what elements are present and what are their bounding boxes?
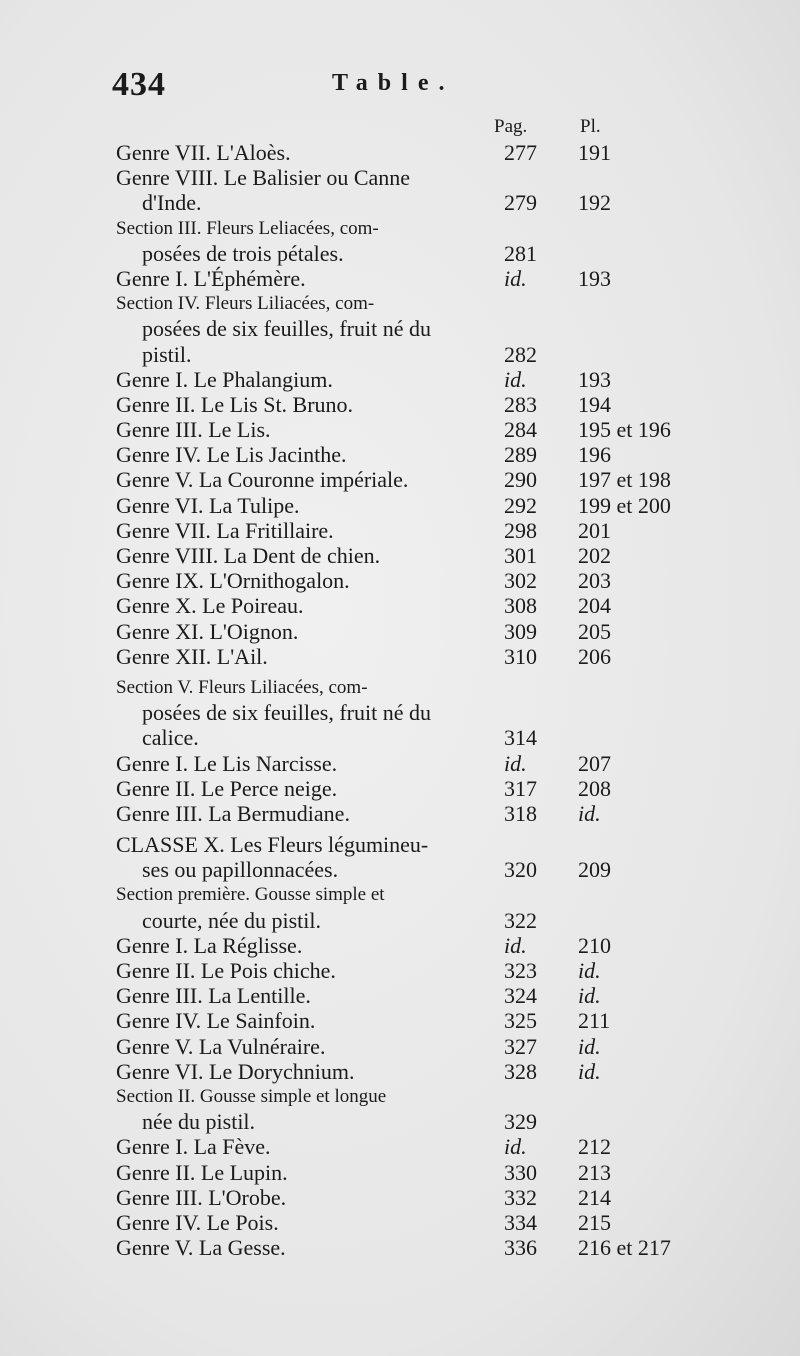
toc-entry: [116, 1109, 796, 1134]
toc-entry-text: Genre VII. La Fritillaire.: [116, 517, 334, 543]
toc-entry: [116, 342, 796, 367]
toc-entry-text: Section III. Fleurs Leliacées, com-: [116, 217, 379, 239]
toc-entry-plate: 204: [578, 593, 611, 619]
toc-entry-plate: 214: [578, 1184, 611, 1210]
toc-entry: [116, 367, 796, 392]
toc-entry-plate: 206: [578, 643, 611, 669]
toc-entry-text: courte, née du pistil.: [142, 907, 322, 933]
toc-entry-page: id.: [504, 932, 527, 958]
toc-entry-plate: 199 et 200: [578, 492, 671, 518]
toc-entry: [116, 1235, 796, 1260]
toc-entry-text: Genre IV. Le Lis Jacinthe.: [116, 442, 347, 468]
toc-entry: [116, 518, 796, 543]
toc-entry-page: 283: [504, 391, 537, 417]
toc-entry-text: Genre I. Le Phalangium.: [116, 366, 333, 392]
toc-entry-page: 277: [504, 140, 537, 165]
toc-entry: [116, 467, 796, 492]
toc-entry-plate: 213: [578, 1159, 611, 1185]
toc-entry-plate: 193: [578, 366, 611, 392]
toc-entry-text: Genre X. Le Poireau.: [116, 593, 304, 619]
toc-entry: [116, 190, 796, 215]
toc-entry-text: Genre XII. L'Ail.: [116, 643, 268, 669]
toc-entry-text: Genre XI. L'Oignon.: [116, 618, 299, 644]
toc-entry-page: 327: [504, 1033, 537, 1059]
toc-entry-page: 336: [504, 1235, 537, 1261]
toc-entry: [116, 266, 796, 291]
toc-entry: [116, 725, 796, 750]
toc-entry-text: Genre II. Le Lupin.: [116, 1159, 288, 1185]
toc-entry-page: 301: [504, 543, 537, 568]
toc-entry: [116, 417, 796, 442]
toc-entry: [116, 908, 796, 933]
toc-entry-plate: 205: [578, 618, 611, 644]
toc-entry-plate: 201: [578, 517, 611, 543]
page-number: 434: [112, 66, 166, 103]
toc-entry-page: 323: [504, 958, 537, 983]
toc-entry-text: Genre I. Le Lis Narcisse.: [116, 750, 338, 776]
toc-entry-plate: 195 et 196: [578, 417, 671, 443]
toc-entry: [116, 291, 796, 316]
toc-entry: [116, 857, 796, 882]
toc-entry-plate: 216 et 217: [578, 1235, 671, 1261]
toc-entry-page: id.: [504, 265, 527, 291]
toc-entry: [116, 644, 796, 669]
toc-entry: [116, 1008, 796, 1033]
toc-entry-text: née du pistil.: [142, 1109, 256, 1135]
toc-entry-page: 325: [504, 1008, 537, 1034]
toc-entry: [116, 140, 796, 165]
toc-entry: [116, 316, 796, 341]
toc-entry: [116, 1084, 796, 1109]
toc-entry-text: Genre II. Le Perce neige.: [116, 775, 338, 801]
toc-entry-text: posées de six feuilles, fruit né du: [142, 700, 431, 726]
toc-entry-text: Section IV. Fleurs Liliacées, com-: [116, 293, 375, 315]
toc-entry-page: 290: [504, 467, 537, 493]
toc-entry: [116, 241, 796, 266]
toc-entry-page: 320: [504, 857, 537, 883]
toc-entry-text: Genre III. L'Orobe.: [116, 1184, 287, 1210]
toc-entry-page: id.: [504, 366, 527, 392]
column-header-pag: Pag.: [494, 116, 528, 137]
toc-entry-text: Genre V. La Vulnéraire.: [116, 1033, 326, 1059]
toc-entry-plate: 202: [578, 543, 611, 568]
toc-entry-plate: 194: [578, 391, 611, 417]
toc-entry-page: 314: [504, 725, 537, 751]
toc-entry-page: id.: [504, 750, 527, 776]
toc-entry-plate: 208: [578, 775, 611, 801]
toc-entry-plate: id.: [578, 983, 601, 1009]
toc-entry-plate: 211: [578, 1008, 611, 1034]
toc-entry-page: 292: [504, 492, 537, 518]
toc-entry-text: Section II. Gousse simple et longue: [116, 1085, 387, 1107]
toc-entry-page: 310: [504, 643, 537, 669]
toc-entry-plate: 212: [578, 1134, 611, 1160]
toc-entry: [116, 165, 796, 190]
toc-entry-page: 279: [504, 190, 537, 216]
toc-entry-page: 281: [504, 240, 537, 266]
toc-entry-plate: 209: [578, 857, 611, 883]
toc-entry: [116, 1185, 796, 1210]
toc-entry: [116, 543, 796, 568]
table-of-contents: [116, 140, 796, 1260]
toc-entry: [116, 882, 796, 907]
toc-entry-text: pistil.: [142, 341, 192, 367]
toc-entry: [116, 1034, 796, 1059]
toc-entry: [116, 983, 796, 1008]
toc-entry-plate: 210: [578, 932, 611, 958]
toc-entry: [116, 1059, 796, 1084]
toc-entry: [116, 958, 796, 983]
toc-entry: [116, 216, 796, 241]
toc-entry-page: 289: [504, 442, 537, 468]
toc-entry-plate: 193: [578, 265, 611, 291]
toc-entry-plate: 197 et 198: [578, 467, 671, 493]
toc-entry-page: 329: [504, 1109, 537, 1135]
toc-entry-plate: 203: [578, 568, 611, 594]
toc-entry-text: Genre VI. Le Dorychnium.: [116, 1058, 355, 1084]
running-title: Table.: [332, 70, 455, 96]
toc-entry-plate: id.: [578, 1058, 601, 1084]
toc-entry: [116, 1160, 796, 1185]
toc-entry-text: Genre II. Le Lis St. Bruno.: [116, 391, 354, 417]
toc-entry-plate: 207: [578, 750, 611, 776]
toc-entry-text: Section première. Gousse simple et: [116, 884, 385, 906]
toc-entry: [116, 1134, 796, 1159]
toc-entry-page: 318: [504, 800, 537, 826]
toc-entry-page: 298: [504, 517, 537, 543]
toc-entry: [116, 751, 796, 776]
toc-entry: [116, 493, 796, 518]
page-header: [112, 66, 512, 106]
toc-entry-text: Genre VII. L'Aloès.: [116, 140, 291, 165]
toc-entry-text: posées de six feuilles, fruit né du: [142, 316, 431, 342]
toc-entry-text: Genre III. La Lentille.: [116, 983, 311, 1009]
toc-entry: [116, 933, 796, 958]
toc-entry-text: Section V. Fleurs Liliacées, com-: [116, 676, 368, 698]
toc-entry: [116, 568, 796, 593]
toc-entry: [116, 700, 796, 725]
toc-entry-page: 309: [504, 618, 537, 644]
toc-entry-plate: id.: [578, 800, 601, 826]
toc-entry-plate: id.: [578, 958, 601, 983]
toc-entry: [116, 776, 796, 801]
toc-entry-text: Genre III. Le Lis.: [116, 417, 271, 443]
toc-entry: [116, 593, 796, 618]
toc-entry-text: ses ou papillonnacées.: [142, 857, 339, 883]
toc-entry-page: 328: [504, 1058, 537, 1084]
toc-entry-text: Genre I. La Fève.: [116, 1134, 271, 1160]
toc-entry-text: Genre VIII. La Dent de chien.: [116, 543, 381, 568]
toc-entry-text: Genre III. La Bermudiane.: [116, 800, 350, 826]
toc-entry-page: 284: [504, 417, 537, 443]
toc-entry-text: Genre V. La Gesse.: [116, 1235, 286, 1261]
toc-entry: [116, 619, 796, 644]
toc-entry-text: Genre VI. La Tulipe.: [116, 492, 300, 518]
toc-entry-page: 330: [504, 1159, 537, 1185]
column-header-pl: Pl.: [580, 116, 601, 137]
toc-entry-page: 322: [504, 907, 537, 933]
toc-entry-page: 324: [504, 983, 537, 1009]
toc-entry-text: d'Inde.: [142, 190, 202, 216]
toc-entry-text: Genre I. La Réglisse.: [116, 932, 303, 958]
toc-entry-text: Genre IX. L'Ornithogalon.: [116, 568, 350, 594]
toc-entry-page: 308: [504, 593, 537, 619]
toc-entry: [116, 832, 796, 857]
toc-entry-plate: 196: [578, 442, 611, 468]
toc-entry-text: Genre I. L'Éphémère.: [116, 265, 306, 291]
toc-entry: [116, 442, 796, 467]
toc-entry-page: 332: [504, 1184, 537, 1210]
toc-entry-page: 282: [504, 341, 537, 367]
toc-entry-page: 317: [504, 775, 537, 801]
toc-entry-text: Genre IV. Le Sainfoin.: [116, 1008, 316, 1034]
toc-entry: [116, 1210, 796, 1235]
toc-entry-text: calice.: [142, 725, 199, 751]
toc-entry-text: CLASSE X. Les Fleurs légumineu-: [116, 832, 429, 858]
toc-entry-text: Genre V. La Couronne impériale.: [116, 467, 409, 493]
toc-entry: [116, 392, 796, 417]
toc-entry-text: Genre IV. Le Pois.: [116, 1209, 279, 1235]
toc-entry-text: Genre VIII. Le Balisier ou Canne: [116, 165, 411, 191]
toc-entry-plate: 191: [578, 140, 611, 165]
toc-entry-plate: 215: [578, 1209, 611, 1235]
toc-entry: [116, 801, 796, 826]
toc-entry-page: 302: [504, 568, 537, 594]
toc-entry-page: 334: [504, 1209, 537, 1235]
toc-entry-text: posées de trois pétales.: [142, 240, 344, 266]
toc-entry-plate: id.: [578, 1033, 601, 1059]
toc-entry-text: Genre II. Le Pois chiche.: [116, 958, 336, 983]
toc-entry-page: id.: [504, 1134, 527, 1160]
toc-entry: [116, 675, 796, 700]
toc-entry-plate: 192: [578, 190, 611, 216]
